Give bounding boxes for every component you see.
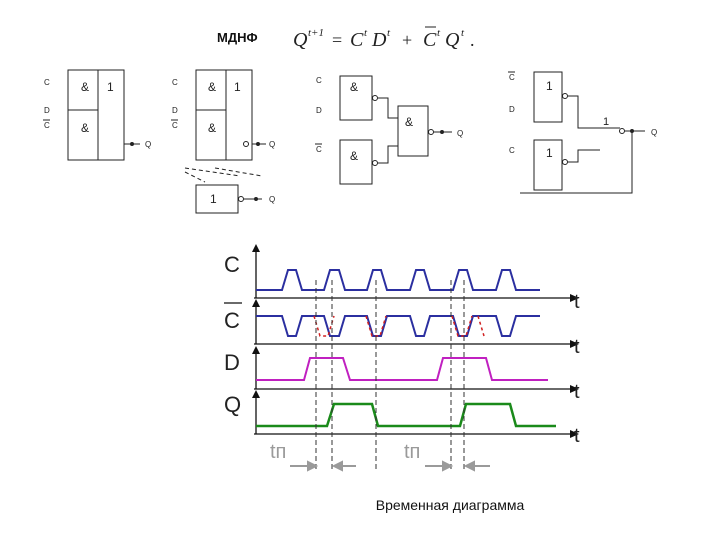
and-sign: & (208, 121, 217, 135)
t-label: t (574, 381, 580, 403)
delay-arrow (308, 462, 316, 470)
pin-c: C (316, 76, 322, 85)
arrow-head (252, 390, 260, 398)
formula-q2-sup: t (461, 27, 465, 39)
delay-arrow (334, 462, 342, 470)
delay-arrow (466, 462, 474, 470)
formula (293, 27, 475, 51)
delay-arrow (443, 462, 451, 470)
inverter-bubble (429, 130, 434, 135)
junction-dot (256, 142, 260, 146)
waveform-q (256, 404, 556, 426)
pin-cbar: C (509, 73, 515, 82)
formula-q2: Q (445, 29, 460, 51)
or-gate-extra (196, 185, 238, 213)
junction-dot (440, 130, 444, 134)
arrow-head (252, 299, 260, 307)
or-sign: 1 (234, 80, 241, 94)
signal-label-cbar: C (224, 308, 240, 333)
pin-c: C (172, 78, 178, 87)
and-sign: & (81, 80, 90, 94)
pin-d: D (172, 106, 178, 115)
pin-d: D (509, 105, 515, 114)
pin-c: C (509, 146, 515, 155)
inverter-bubble (563, 160, 568, 165)
or-sign: 1 (546, 79, 553, 93)
junction-dot (130, 142, 134, 146)
and-sign: & (350, 80, 359, 94)
dashed-pulse (478, 316, 484, 336)
pin-cbar: C (316, 145, 322, 154)
formula-d: D (372, 29, 387, 51)
pin-q: Q (457, 129, 464, 138)
and-sign: & (81, 121, 90, 135)
formula-eq: = (332, 30, 343, 50)
or-sign: 1 (210, 192, 217, 206)
mdnf-label: МДНФ (217, 30, 258, 45)
formula-c2: C (423, 29, 437, 51)
pin-q: Q (145, 140, 152, 149)
circuit-4 (508, 72, 657, 193)
pin-q: Q (651, 128, 658, 137)
wire (568, 96, 620, 128)
t-label: t (574, 291, 580, 313)
and-or-block (196, 70, 252, 160)
signal-label-q: Q (224, 392, 242, 417)
wire (568, 150, 600, 162)
formula-plus: + (402, 30, 413, 50)
pin-cbar: C (172, 121, 178, 130)
inverter-bubble (620, 129, 625, 134)
and-sign: & (350, 149, 359, 163)
arrow-head (252, 346, 260, 354)
waveform-c (256, 270, 540, 290)
pin-cbar: C (44, 121, 50, 130)
wire (378, 146, 398, 163)
cut-lines (185, 168, 262, 182)
timing-markers (316, 280, 464, 470)
diagram-caption: Временная диаграмма (375, 497, 525, 513)
formula-d-sup: t (387, 27, 391, 39)
pin-d: D (316, 106, 322, 115)
formula-c2-sup: t (437, 27, 441, 39)
and-sign: & (405, 115, 414, 129)
delay-label: tп (404, 441, 421, 463)
and-sign: & (208, 80, 217, 94)
arrow-head (252, 244, 260, 252)
formula-end: . (470, 30, 475, 50)
circuit-1 (43, 70, 151, 160)
or-sign: 1 (603, 116, 610, 128)
signal-label-d: D (224, 350, 240, 375)
delay-arrows (290, 462, 490, 470)
t-label: t (574, 425, 580, 447)
inverter-bubble (244, 142, 249, 147)
formula-q-sup: t+1 (308, 27, 324, 39)
or-sign: 1 (107, 80, 114, 94)
pin-c: C (44, 78, 50, 87)
and-or-block (68, 70, 124, 160)
formula-q: Q (293, 29, 308, 51)
signal-label-c: C (224, 252, 240, 277)
inverter-bubble (373, 161, 378, 166)
circuit-2 (171, 70, 275, 213)
inverter-bubble (563, 94, 568, 99)
pin-d: D (44, 106, 50, 115)
pin-q: Q (269, 140, 276, 149)
formula-c1: C (350, 29, 364, 51)
wire (378, 98, 398, 118)
pin-q: Q (269, 195, 276, 204)
waveform-d (256, 358, 548, 380)
junction-dot (254, 197, 258, 201)
circuit-3 (315, 76, 463, 184)
delay-label: tп (270, 441, 287, 463)
t-label: t (574, 336, 580, 358)
or-sign: 1 (546, 146, 553, 160)
inverter-bubble (239, 197, 244, 202)
formula-c1-sup: t (364, 27, 368, 39)
waveform-cbar (256, 316, 540, 336)
nand-gate-3 (398, 106, 428, 156)
inverter-bubble (373, 96, 378, 101)
timing-diagram (224, 244, 580, 470)
